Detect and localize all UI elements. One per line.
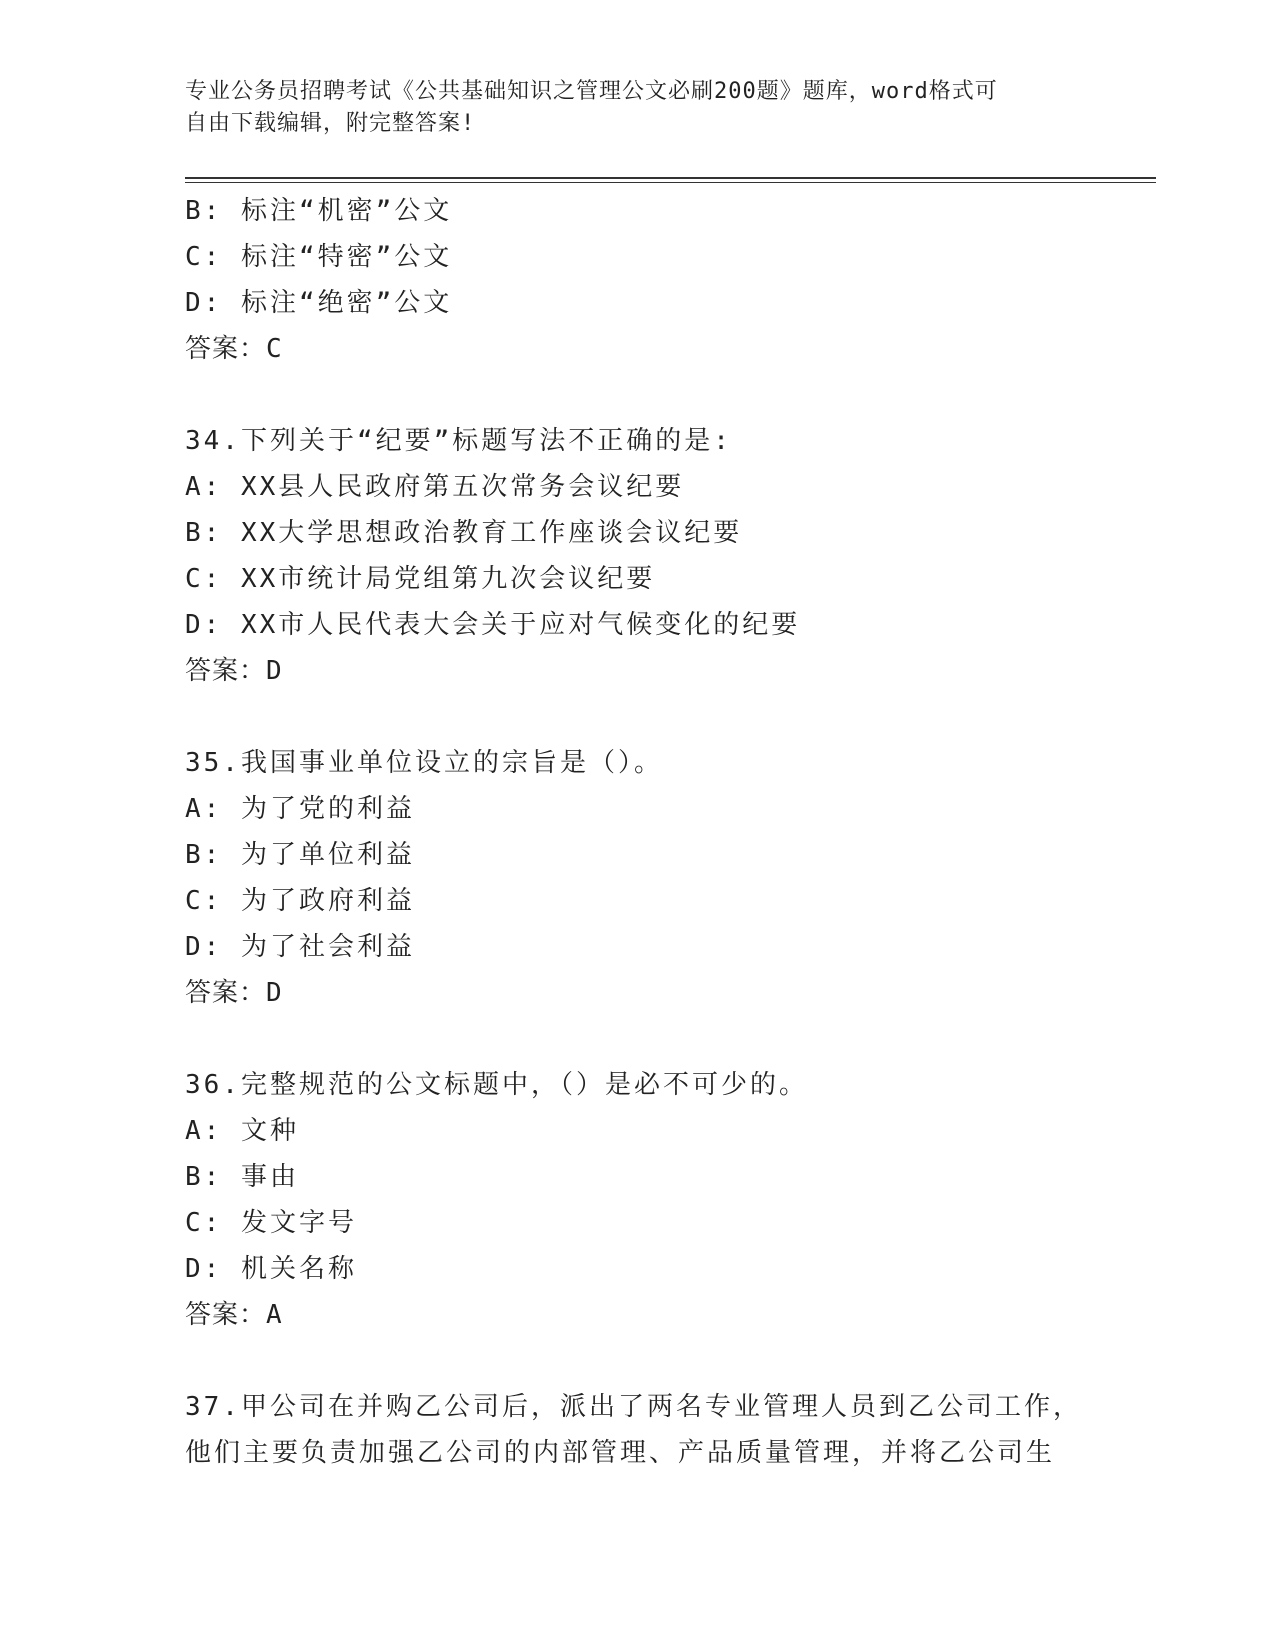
question-option: D: 机关名称 — [185, 1254, 357, 1284]
question-option: D: 为了社会利益 — [185, 932, 415, 962]
header-divider-thin — [185, 182, 1156, 183]
question-title: 35.我国事业单位设立的宗旨是（）。 — [185, 748, 663, 778]
header-divider-thick — [185, 177, 1156, 179]
question-answer: 答案：D — [185, 656, 283, 686]
question-option: D: 标注“绝密”公文 — [185, 288, 453, 318]
header-line-1: 专业公务员招聘考试《公共基础知识之管理公文必刷200题》题库，word格式可 — [185, 79, 998, 104]
question-title-line: 37.甲公司在并购乙公司后，派出了两名专业管理人员到乙公司工作， — [185, 1392, 1082, 1422]
question-answer: 答案：A — [185, 1300, 283, 1330]
question-33-continued — [185, 188, 1145, 372]
document-header — [185, 76, 1065, 140]
header-line-2: 自由下载编辑，附完整答案! — [185, 111, 476, 136]
question-35 — [185, 740, 1145, 1016]
question-34 — [185, 418, 1145, 694]
question-title: 36.完整规范的公文标题中，（）是必不可少的。 — [185, 1070, 808, 1100]
question-option: C: 为了政府利益 — [185, 886, 415, 916]
spacer — [185, 694, 1145, 740]
question-37 — [185, 1384, 1145, 1476]
question-option: A: 为了党的利益 — [185, 794, 415, 824]
question-option: C: 发文字号 — [185, 1208, 357, 1238]
question-option: B: 为了单位利益 — [185, 840, 415, 870]
question-title-line: 他们主要负责加强乙公司的内部管理、产品质量管理，并将乙公司生 — [185, 1438, 1056, 1468]
question-option: D: XX市人民代表大会关于应对气候变化的纪要 — [185, 610, 801, 640]
question-answer: 答案：D — [185, 978, 283, 1008]
question-title: 34.下列关于“纪要”标题写法不正确的是: — [185, 426, 732, 456]
spacer — [185, 1016, 1145, 1062]
question-36 — [185, 1062, 1145, 1338]
question-option: B: 标注“机密”公文 — [185, 196, 453, 226]
question-list — [185, 188, 1145, 1476]
question-option: B: XX大学思想政治教育工作座谈会议纪要 — [185, 518, 743, 548]
question-option: A: XX县人民政府第五次常务会议纪要 — [185, 472, 685, 502]
question-option: C: 标注“特密”公文 — [185, 242, 453, 272]
question-option: C: XX市统计局党组第九次会议纪要 — [185, 564, 656, 594]
question-answer: 答案：C — [185, 334, 283, 364]
spacer — [185, 1338, 1145, 1384]
question-option: A: 文种 — [185, 1116, 299, 1146]
spacer — [185, 372, 1145, 418]
question-option: B: 事由 — [185, 1162, 299, 1192]
